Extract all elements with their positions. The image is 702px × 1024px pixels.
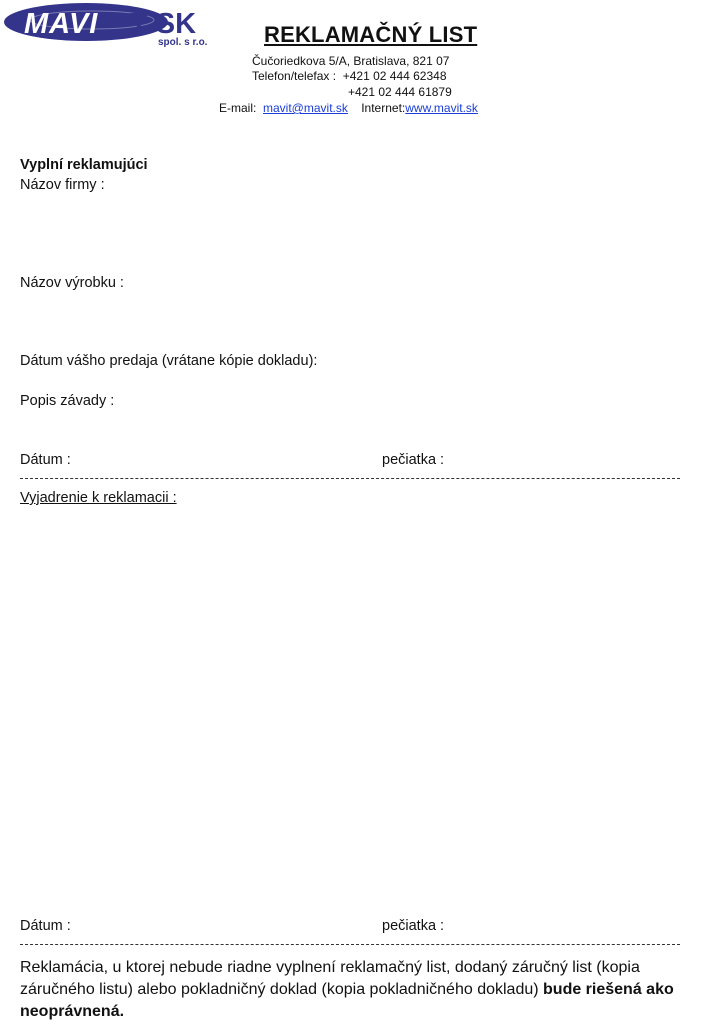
logo-brand-part2: T SK [130, 8, 197, 40]
phone-line-1 [252, 69, 447, 83]
company-logo [2, 2, 216, 48]
stamp-label: pečiatka : [382, 452, 445, 468]
defect-description-label: Popis závady : [20, 393, 115, 409]
stamp-label-response: pečiatka : [382, 918, 445, 934]
document-title: REKLAMAČNÝ LIST [264, 22, 478, 47]
company-address: Čučoriedkova 5/A, Bratislava, 821 07 [252, 54, 450, 68]
product-name-label: Názov výrobku : [20, 275, 124, 291]
sale-date-label: Dátum vášho predaja (vrátane kópie dokladu): [20, 353, 318, 369]
contact-line [219, 101, 478, 115]
footer-note-emphasis: bude riešená ako neoprávnená. [20, 981, 674, 1020]
email-label: E-mail: [219, 101, 257, 115]
internet-label: Internet: [361, 101, 406, 115]
separator-line [20, 478, 680, 479]
separator-line-bottom [20, 944, 680, 945]
date-label-response: Dátum : [20, 918, 71, 934]
logo-brand-part1: MAVI [24, 8, 99, 40]
website-link[interactable]: www.mavit.sk [405, 101, 478, 115]
phone-number-1: +421 02 444 62348 [342, 69, 447, 83]
logo-suffix: spol. s r.o. [158, 37, 208, 48]
phone-label: Telefon/telefax : [252, 69, 337, 83]
section-heading-claimant: Vyplní reklamujúci [20, 157, 148, 173]
footer-note [20, 957, 682, 1023]
company-name-label: Názov firmy : [20, 177, 105, 193]
email-link[interactable]: mavit@mavit.sk [263, 101, 348, 115]
date-label: Dátum : [20, 452, 71, 468]
section-heading-response: Vyjadrenie k reklamacii : [20, 490, 177, 506]
phone-number-2: +421 02 444 61879 [348, 85, 452, 99]
footer-note-text: Reklamácia, u ktorej nebude riadne vyplnení reklamačný list, dodaný záručný list (kopia záručného listu) alebo pokladničný doklad (kopia pokladničného dokladu) [20, 959, 640, 998]
